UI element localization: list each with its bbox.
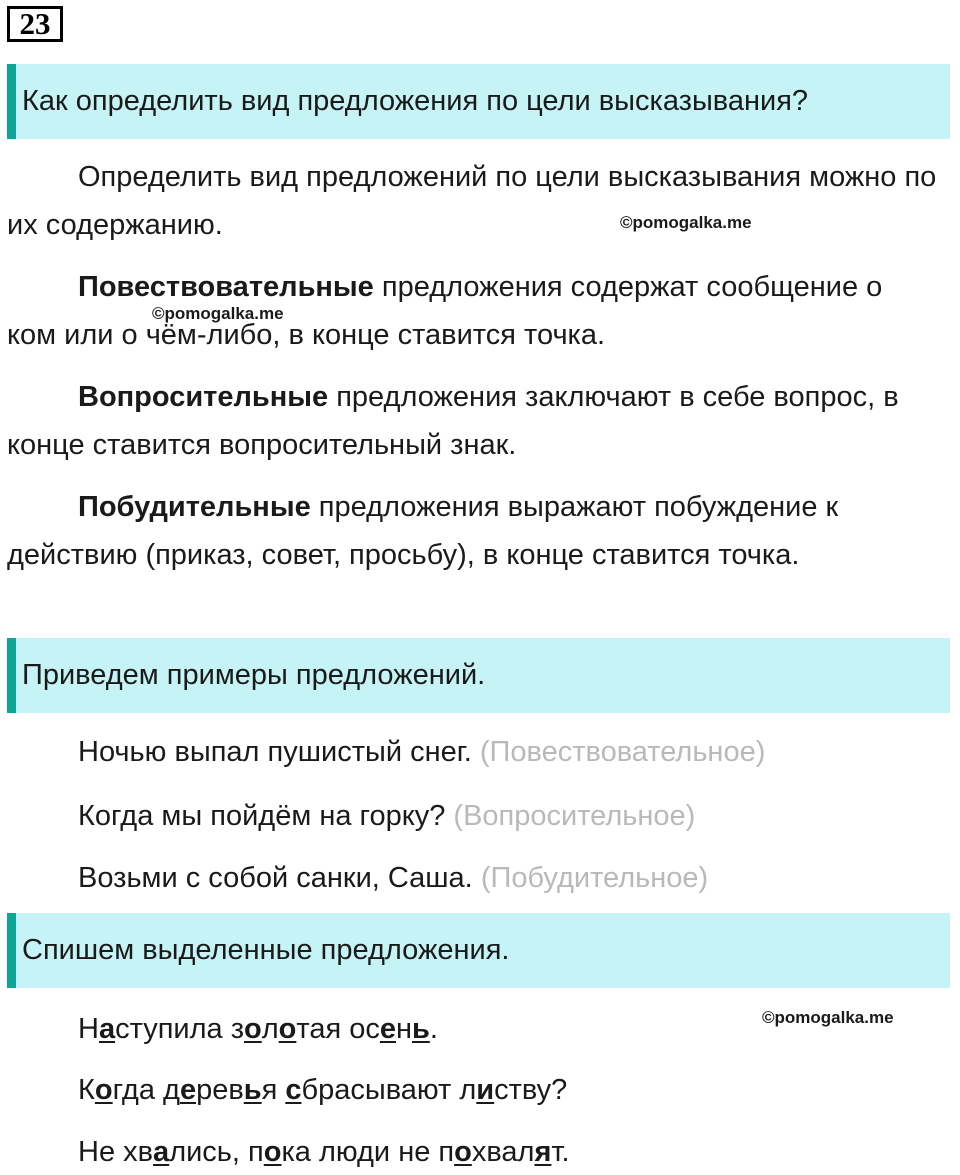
question-band-3 bbox=[7, 913, 950, 988]
paragraph-interrogative: Вопросительные предложения заключают в себе вопрос, в конце ставится вопросительный знак. bbox=[7, 381, 899, 461]
paragraph-intro: Определить вид предложений по цели высказывания можно по их содержанию. bbox=[7, 161, 937, 241]
example-sentence: Ночью выпал пушистый снег. (Повествовательное) bbox=[78, 736, 766, 768]
question-band-2 bbox=[7, 638, 950, 713]
copied-sentence: Наступила золотая осень. bbox=[78, 1013, 438, 1045]
spelling-mark: ь bbox=[243, 1074, 262, 1106]
task-number: 23 bbox=[7, 6, 63, 42]
question-band-1 bbox=[7, 64, 950, 139]
watermark: ©pomogalka.me bbox=[620, 213, 752, 232]
paragraph-imperative: Побудительные предложения выражают побуждение к действию (приказ, совет, просьбу), в конце ставится точка. bbox=[7, 491, 839, 571]
question-text: Приведем примеры предложений. bbox=[22, 659, 486, 691]
spelling-mark: с bbox=[285, 1074, 302, 1106]
question-text: Спишем выделенные предложения. bbox=[22, 934, 510, 966]
spelling-mark: е bbox=[379, 1013, 396, 1045]
question-text: Как определить вид предложения по цели высказывания? bbox=[22, 85, 809, 117]
term-interrogative: Вопросительные bbox=[78, 381, 329, 413]
sentence-type: (Вопросительное) bbox=[453, 800, 696, 832]
spelling-mark: и bbox=[476, 1074, 495, 1106]
spelling-mark: а bbox=[98, 1013, 116, 1045]
sentence-type: (Повествовательное) bbox=[479, 736, 766, 768]
term-declarative: Повествовательные bbox=[78, 271, 374, 303]
spelling-mark: а bbox=[153, 1136, 170, 1168]
example-sentence: Возьми с собой санки, Саша. (Побудительное) bbox=[78, 862, 709, 894]
term-imperative: Побудительные bbox=[78, 491, 311, 523]
spelling-mark: я bbox=[534, 1136, 552, 1168]
sentence-type: (Побудительное) bbox=[480, 862, 709, 894]
spelling-mark: о bbox=[263, 1136, 282, 1168]
paragraph-declarative: Повествовательные предложения содержат сообщение о ком или о чём-либо, в конце ставится точка. bbox=[7, 271, 883, 351]
spelling-mark: о bbox=[278, 1013, 297, 1045]
copied-sentence: Не хвались, пока люди не похвалят. bbox=[78, 1136, 570, 1168]
spelling-mark: о bbox=[454, 1136, 472, 1168]
spelling-mark: о bbox=[94, 1074, 113, 1106]
spelling-mark: ь bbox=[412, 1013, 430, 1045]
watermark: ©pomogalka.me bbox=[762, 1008, 894, 1027]
spelling-mark: е bbox=[179, 1074, 197, 1106]
watermark: ©pomogalka.me bbox=[152, 304, 284, 323]
example-sentence: Когда мы пойдём на горку? (Вопросительное) bbox=[78, 800, 696, 832]
copied-sentence: Когда деревья сбрасывают листву? bbox=[78, 1074, 568, 1106]
spelling-mark: о bbox=[244, 1013, 262, 1045]
